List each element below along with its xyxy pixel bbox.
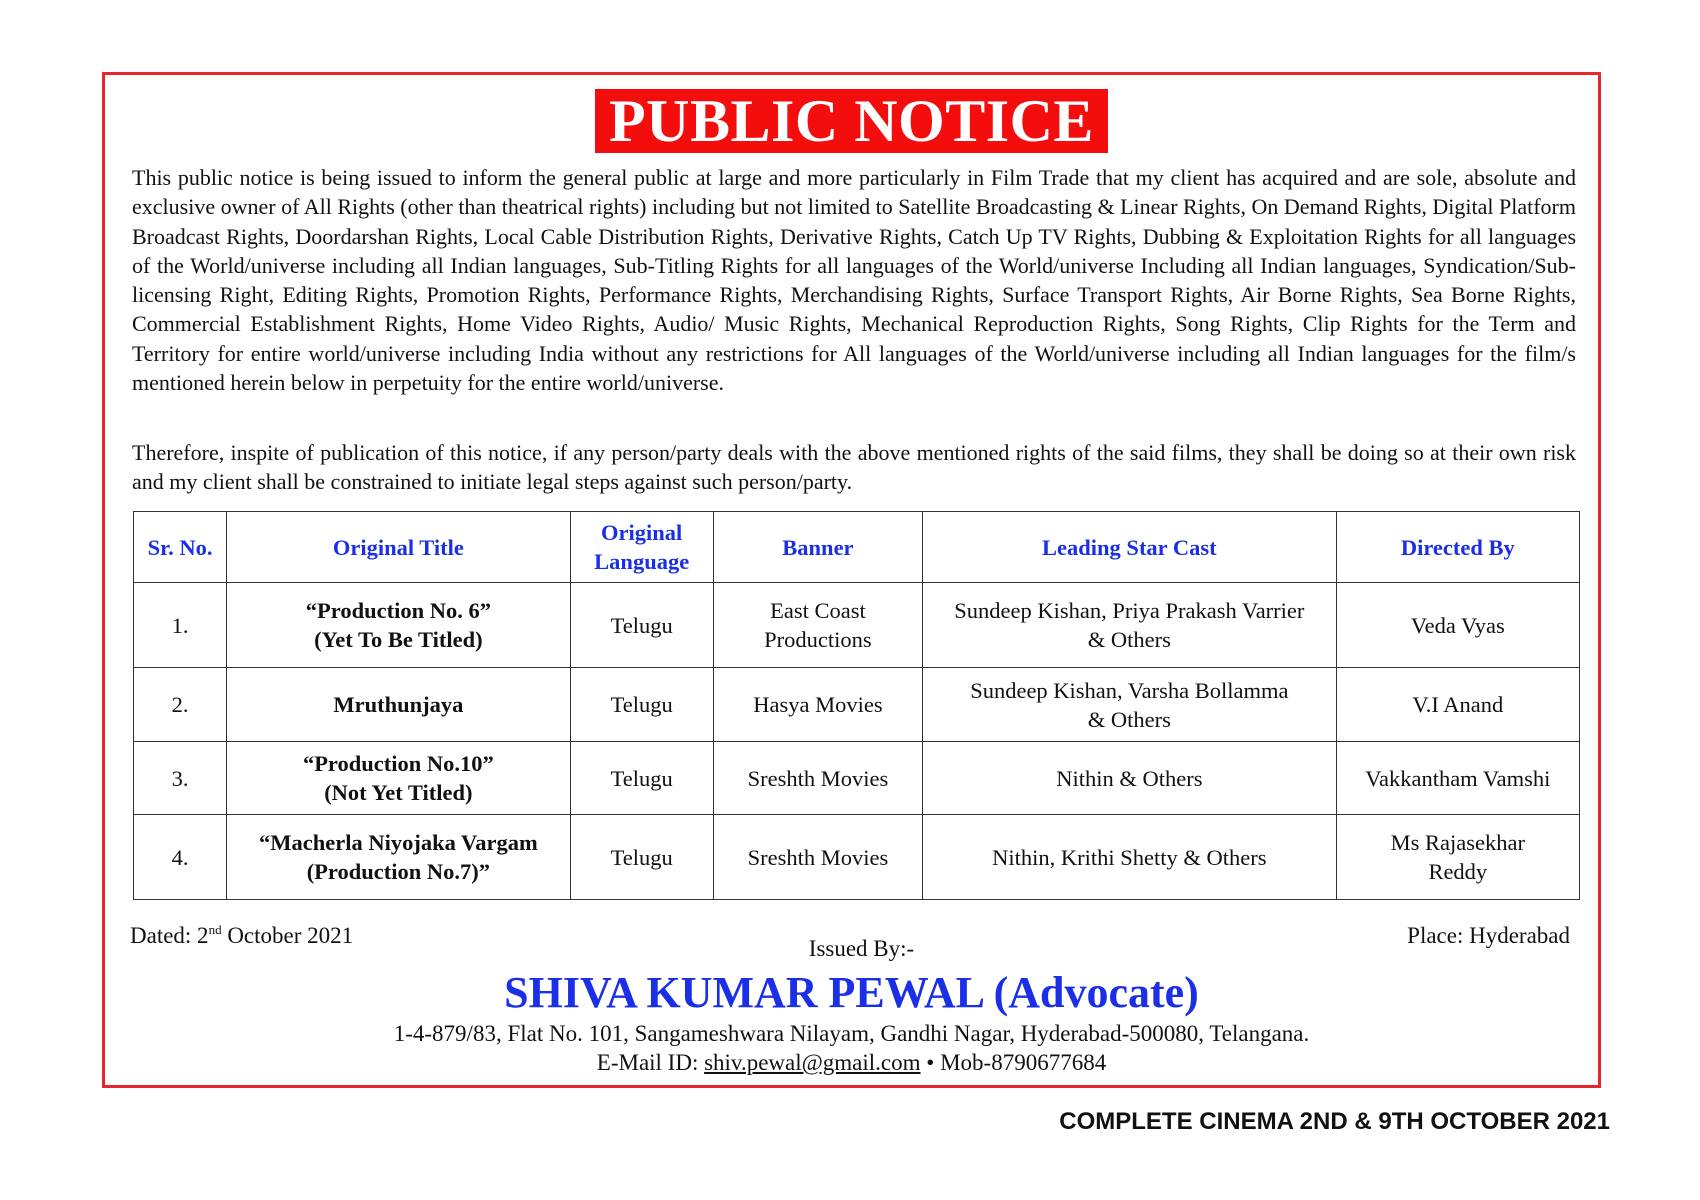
header-language-line2: Language xyxy=(594,549,690,574)
cell-title-line1: “Production No.10” xyxy=(302,751,494,776)
cell-sr-no: 1. xyxy=(134,583,227,668)
cell-language: Telugu xyxy=(570,583,713,668)
cell-title: Mruthunjaya xyxy=(227,668,570,742)
cell-cast: Nithin, Krithi Shetty & Others xyxy=(923,815,1337,900)
cell-banner: Sreshth Movies xyxy=(713,815,922,900)
table-row xyxy=(134,742,1580,815)
notice-paragraph-rights: This public notice is being issued to inform the general public at large and more particularly in Film Trade that my client has acquired and are sole, absolute and exclusive owner of All Rights (other than theatrical rights) including but not limited to Satellite Broadcasting & Linear Rights, On Demand Rights, Digital Platform Broadcast Rights, Doordarshan Rights, Local Cable Distribution Rights, Derivative Rights, Catch Up TV Rights, Dubbing & Exploitation Rights for all languages of the World/universe including all Indian languages, Sub-Titling Rights for all languages of the World/universe Including all Indian languages, Syndication/Sub-licensing Right, Editing Rights, Promotion Rights, Performance Rights, Merchandising Rights, Surface Transport Rights, Air Borne Rights, Sea Borne Rights, Commercial Establishment Rights, Home Video Rights, Audio/ Music Rights, Mechanical Reproduction Rights, Song Rights, Clip Rights for the Term and Territory for entire world/universe including India without any restrictions for All languages of the World/universe including all Indian languages for the film/s mentioned herein below in perpetuity for the entire world/universe. xyxy=(132,165,1576,396)
cell-director-line2: Reddy xyxy=(1428,859,1488,884)
header-language-line1: Original xyxy=(601,520,683,545)
films-table xyxy=(133,511,1580,900)
title-wrap xyxy=(105,89,1598,153)
header-directed-by: Directed By xyxy=(1336,512,1579,583)
table-row xyxy=(134,583,1580,668)
header-sr-no: Sr. No. xyxy=(134,512,227,583)
table-row xyxy=(134,668,1580,742)
cell-sr-no: 3. xyxy=(134,742,227,815)
dated-prefix: Dated: 2 xyxy=(130,923,209,948)
cell-title xyxy=(227,742,570,815)
cell-cast-line1: Sundeep Kishan, Priya Prakash Varrier xyxy=(954,598,1305,623)
cell-cast xyxy=(923,668,1337,742)
cell-director: V.I Anand xyxy=(1336,668,1579,742)
cell-banner: Sreshth Movies xyxy=(713,742,922,815)
notice-paragraph-warning: Therefore, inspite of publication of this notice, if any person/party deals with the above mentioned rights of the said films, they shall be doing so at their own risk and my client shall be constrained to initiate legal steps against such person/party. xyxy=(132,440,1576,495)
cell-director: Vakkantham Vamshi xyxy=(1336,742,1579,815)
dated-suffix: October 2021 xyxy=(221,923,354,948)
cell-banner xyxy=(713,583,922,668)
cell-title-line2: (Yet To Be Titled) xyxy=(314,627,483,652)
cell-language: Telugu xyxy=(570,742,713,815)
advocate-address: 1-4-879/83, Flat No. 101, Sangameshwara Nilayam, Gandhi Nagar, Hyderabad-500080, Telangana. xyxy=(393,1021,1310,1046)
cell-cast xyxy=(923,583,1337,668)
header-original-title: Original Title xyxy=(227,512,570,583)
notice-title: PUBLIC NOTICE xyxy=(595,89,1108,153)
cell-cast: Nithin & Others xyxy=(923,742,1337,815)
cell-title-line1: “Production No. 6” xyxy=(305,598,491,623)
email-label: E-Mail ID: xyxy=(596,1050,705,1075)
place-line: Place: Hyderabad xyxy=(1407,923,1570,948)
cell-sr-no: 2. xyxy=(134,668,227,742)
advocate-contact xyxy=(105,1048,1598,1077)
table-header-row xyxy=(134,512,1580,583)
notice-frame xyxy=(102,72,1601,1088)
header-banner: Banner xyxy=(713,512,922,583)
cell-language: Telugu xyxy=(570,815,713,900)
header-original-language xyxy=(570,512,713,583)
cell-cast-line2: & Others xyxy=(1087,627,1171,652)
email-link[interactable]: shiv.pewal@gmail.com xyxy=(704,1050,921,1075)
cell-title xyxy=(227,815,570,900)
cell-title-line1: “Macherla Niyojaka Vargam xyxy=(258,830,538,855)
mobile-number: • Mob-8790677684 xyxy=(920,1050,1107,1075)
cell-banner-line2: Productions xyxy=(764,627,872,652)
header-leading-star-cast: Leading Star Cast xyxy=(923,512,1337,583)
cell-banner-line1: East Coast xyxy=(770,598,866,623)
cell-director-line1: Ms Rajasekhar xyxy=(1390,830,1525,855)
cell-language: Telugu xyxy=(570,668,713,742)
cell-title-line2: (Not Yet Titled) xyxy=(324,780,473,805)
cell-title xyxy=(227,583,570,668)
cell-sr-no: 4. xyxy=(134,815,227,900)
cell-banner: Hasya Movies xyxy=(713,668,922,742)
cell-director: Veda Vyas xyxy=(1336,583,1579,668)
publication-footer: COMPLETE CINEMA 2ND & 9TH OCTOBER 2021 xyxy=(1059,1108,1610,1135)
cell-cast-line1: Sundeep Kishan, Varsha Bollamma xyxy=(970,677,1289,703)
cell-title-line2: (Production No.7)” xyxy=(306,859,491,884)
cell-director xyxy=(1336,815,1579,900)
issued-by-label: Issued By:- xyxy=(808,936,915,961)
dated-ordinal: nd xyxy=(208,922,222,937)
advocate-name: SHIVA KUMAR PEWAL (Advocate) xyxy=(504,968,1199,1017)
cell-cast-line2: & Others xyxy=(1087,706,1171,732)
table-row xyxy=(134,815,1580,900)
